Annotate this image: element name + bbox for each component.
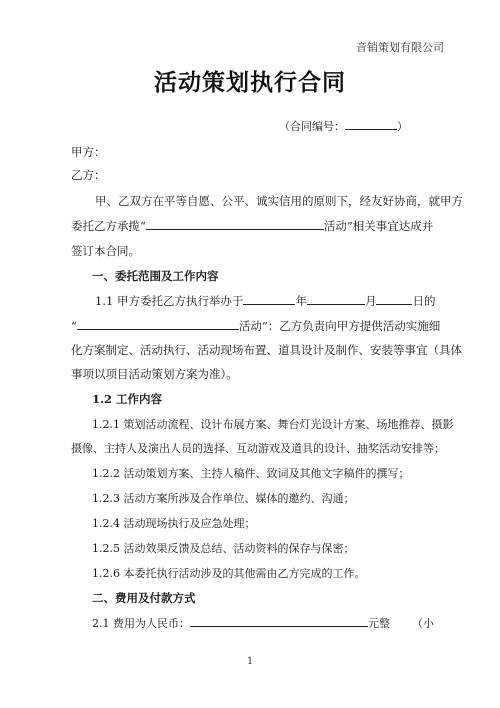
clause-1-1-line-2-end: 活动”：乙方负责向甲方提供活动实施细 — [238, 319, 441, 333]
clause-1-2-5: 1.2.5 活动效果反馈及总结、活动资料的保存与保密； — [92, 542, 355, 555]
intro-line-1: 甲、乙双方在平等自愿、公平、诚实信用的原则下，经友好协商，就甲方 — [95, 194, 463, 208]
contract-number-close: ） — [397, 120, 408, 133]
clause-1-2-3: 1.2.3 活动方案所涉及合作单位、媒体的邀约、沟通； — [92, 492, 355, 505]
party-a-label: 甲方： — [71, 145, 106, 159]
clause-2-1-end: 元整 — [368, 617, 390, 630]
month-label: 月 — [364, 294, 377, 308]
year-label: 年 — [295, 294, 307, 308]
clause-1-2-6: 1.2.6 本委托执行活动涉及的其他需由乙方完成的工作。 — [92, 567, 366, 580]
clause-2-1 — [92, 615, 434, 631]
activity-name-blank-2 — [77, 318, 239, 330]
clause-1-1-line-4: 事项以项目活动策划方案为准）。 — [71, 367, 238, 381]
document-title: 活动策划执行合同 — [154, 69, 346, 96]
clause-1-1-line-2 — [71, 318, 440, 334]
page-number: 1 — [246, 656, 254, 667]
contract-number-blank — [345, 118, 397, 130]
clause-1-1-line-1 — [95, 293, 435, 309]
party-b-label: 乙方： — [71, 168, 106, 182]
amount-blank — [190, 615, 368, 627]
clause-1-2-2: 1.2.2 活动策划方案、主持人稿件、致词及其他文字稿件的撰写； — [92, 467, 410, 480]
day-label: 日的 — [412, 294, 436, 308]
day-blank — [376, 293, 412, 305]
clause-2-1-tail: （小 — [412, 617, 434, 630]
section-2-heading: 二、费用及付款方式 — [92, 591, 196, 605]
intro-line-3: 签订本合同。 — [71, 244, 140, 258]
intro-line-2 — [71, 218, 433, 234]
clause-1-2-1-line-1: 1.2.1 策划活动流程、设计布展方案、舞台灯光设计方案、场地推荐、摄影 — [92, 418, 454, 431]
clause-1-2-1-line-2: 摄像、主持人及演出人员的选择、互动游戏及道具的设计、抽奖活动安排等； — [71, 442, 445, 455]
clause-1-2-4: 1.2.4 活动现场执行及应急处理； — [92, 517, 256, 530]
intro-line-2-start: 委托乙方承揽“ — [71, 219, 146, 233]
month-blank — [307, 293, 365, 305]
clause-2-1-start: 2.1 费用为人民币： — [92, 617, 190, 630]
clause-1-1-start: 1.1 甲方委托乙方执行举办于 — [95, 294, 244, 308]
contract-number-label: （合同编号： — [279, 120, 345, 133]
year-blank — [243, 293, 295, 305]
header-company-name: 音销策划有限公司 — [356, 41, 444, 54]
contract-number-line — [279, 118, 408, 134]
clause-1-1-line-3: 化方案制定、活动执行、活动现场布置、道具设计及制作、安装等事宜（具体 — [71, 343, 462, 357]
section-1-heading: 一、委托范围及工作内容 — [92, 269, 219, 283]
clause-1-1-quote: “ — [71, 319, 77, 333]
activity-name-blank — [146, 218, 324, 230]
subsection-1-2-heading: 1.2 工作内容 — [92, 392, 163, 406]
intro-line-2-end: 活动”相关事宜达成并 — [323, 219, 434, 233]
